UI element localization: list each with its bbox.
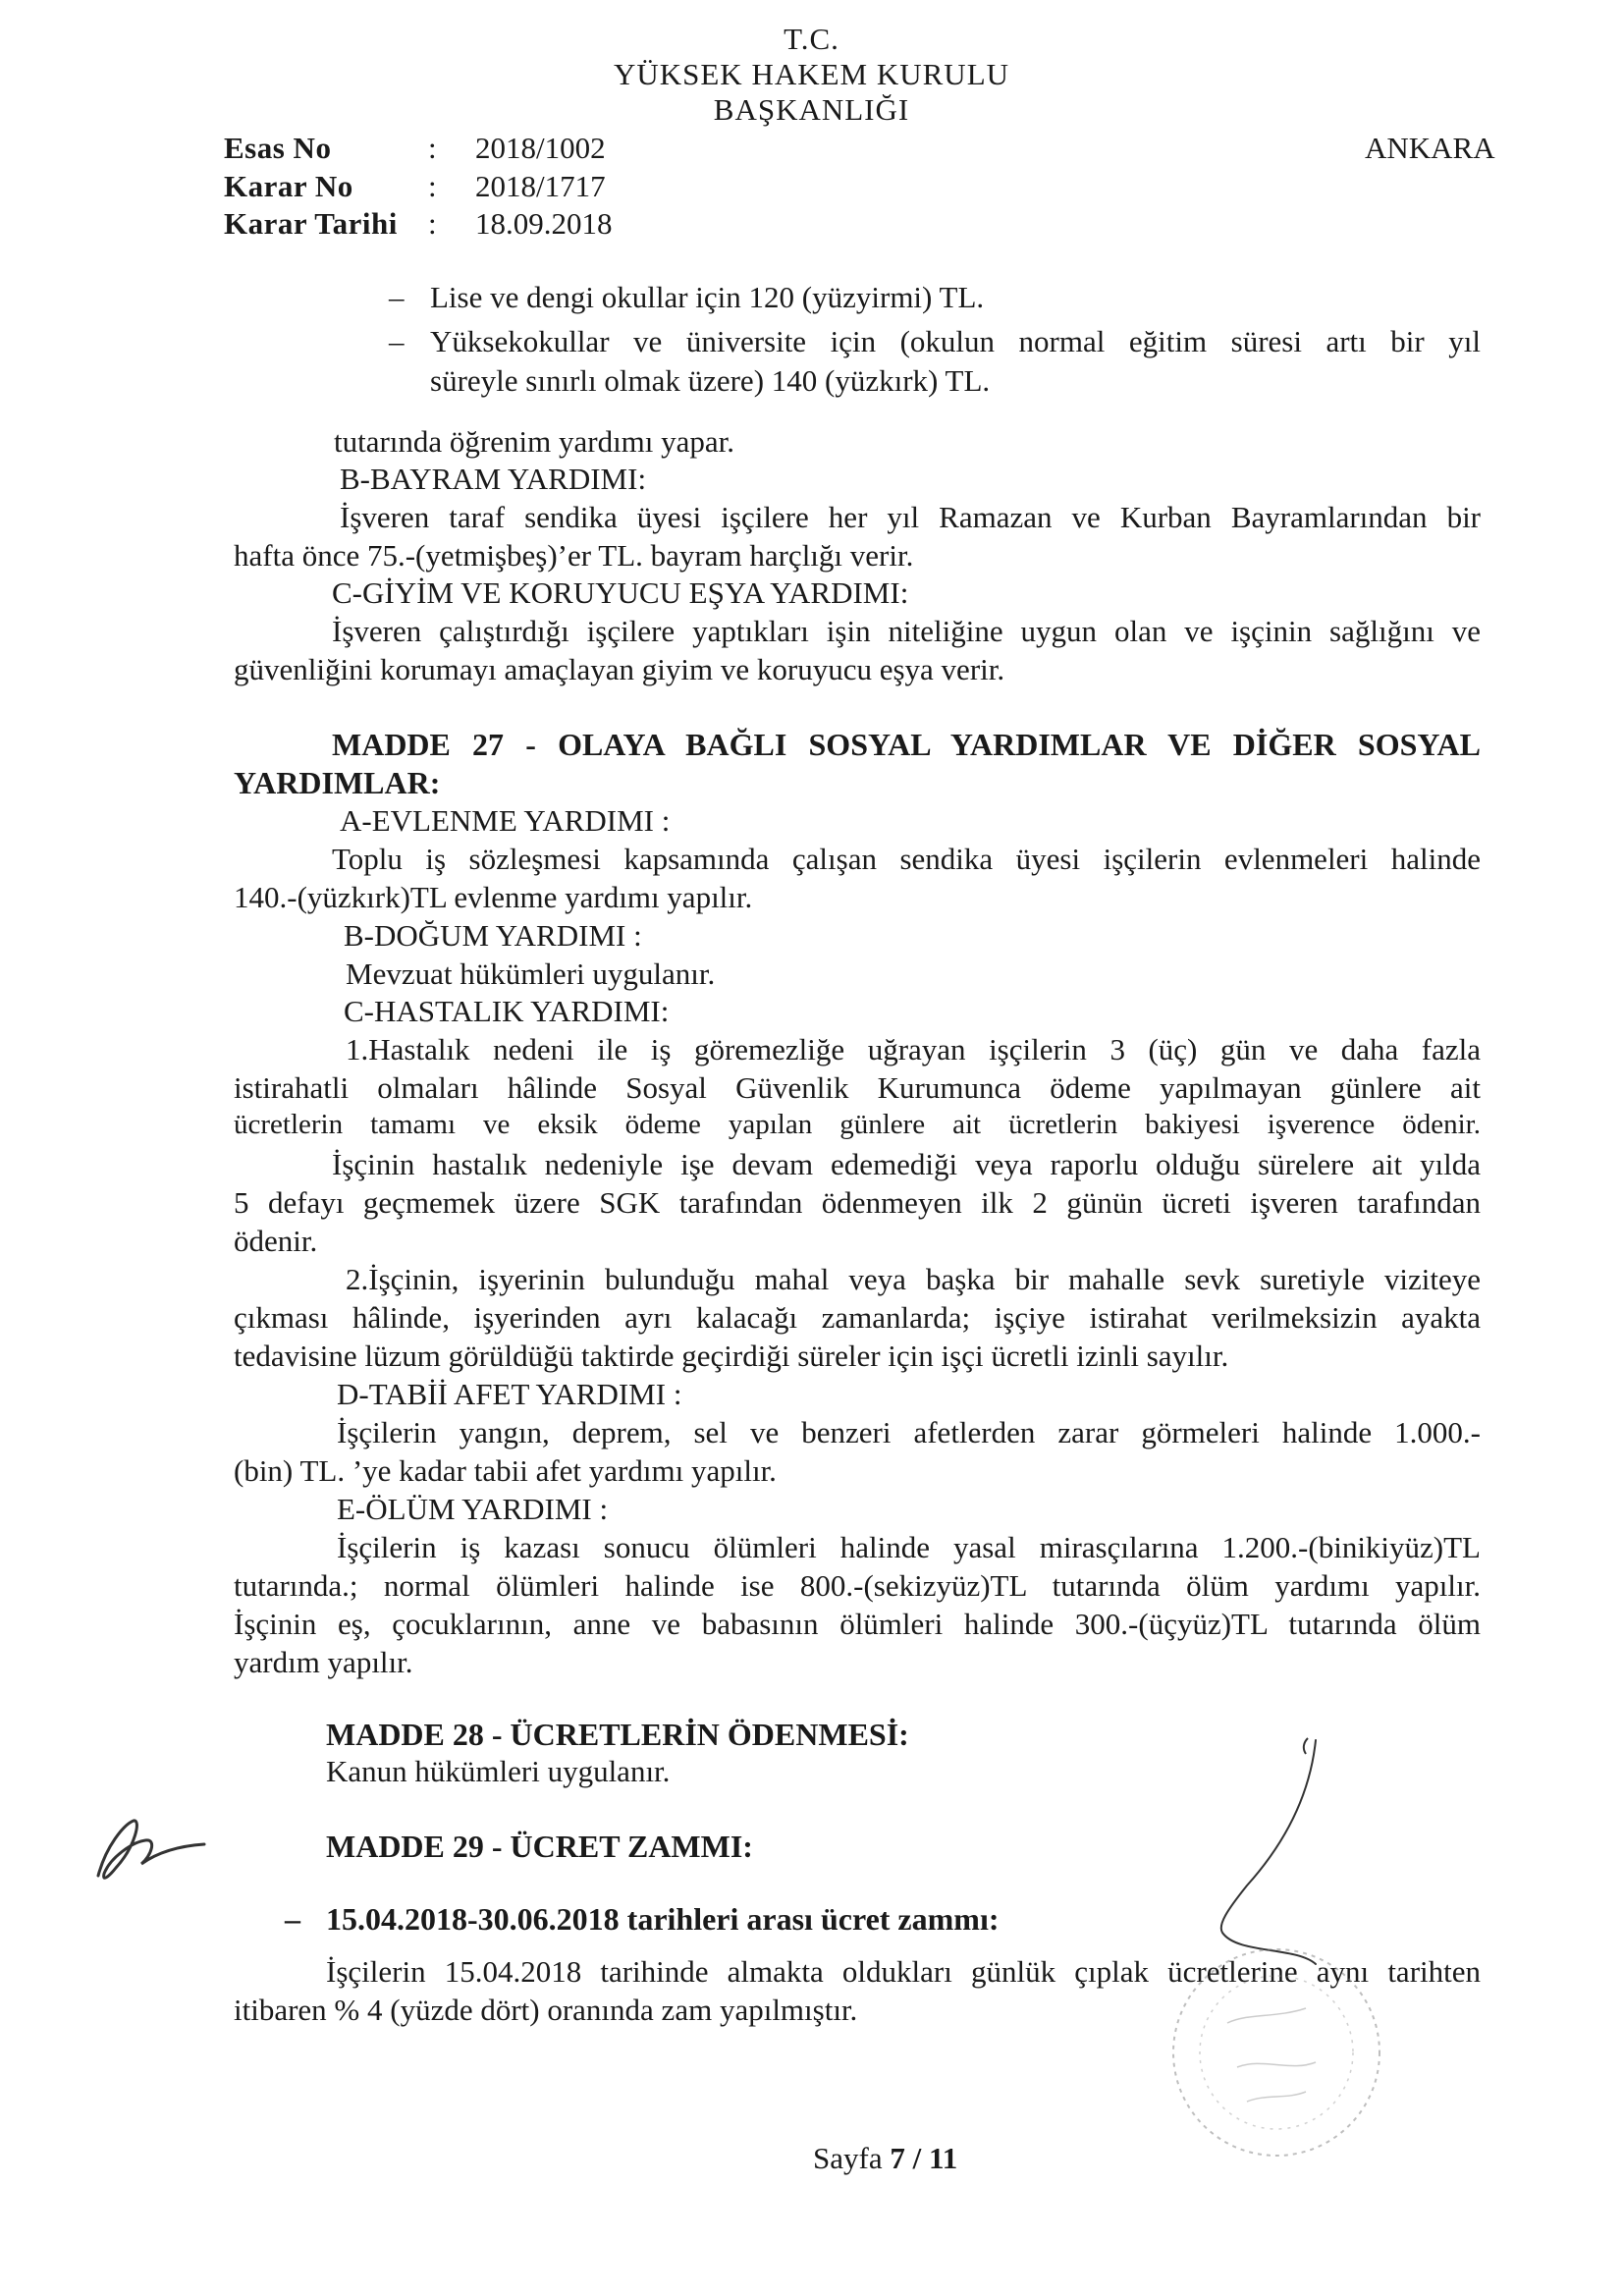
paragraph-zam-line2: itibaren % 4 (yüzde dört) oranında zam yapılmıştır. <box>234 1993 858 2027</box>
paragraph-olum-line1: İşçilerin iş kazası sonucu ölümleri halinde yasal mirasçılarına 1.200.-(binikiyüz)TL <box>337 1530 1481 1564</box>
header-tc: T.C. <box>784 22 839 56</box>
karar-tarihi-sep: : <box>428 206 437 241</box>
paragraph-olum-line3: İşçinin eş, çocuklarının, anne ve babasının ölümleri halinde 300.-(üçyüz)TL tutarında ölüm <box>234 1607 1481 1641</box>
karar-no-value: 2018/1717 <box>475 169 606 203</box>
signature-and-seal <box>1119 1728 1394 2180</box>
paragraph-afet-line2: (bin) TL. ’ye kadar tabii afet yardımı yapılır. <box>234 1453 777 1488</box>
heading-bayram: B-BAYRAM YARDIMI: <box>340 462 647 496</box>
article-27-title-line1: MADDE 27 - OLAYA BAĞLI SOSYAL YARDIMLAR VE DİĞER SOSYAL <box>332 727 1481 762</box>
header-city: ANKARA <box>1365 131 1495 165</box>
article-27-title-line2: YARDIMLAR: <box>234 765 441 800</box>
heading-hastalik: C-HASTALIK YARDIMI: <box>344 994 670 1028</box>
paragraph-bayram-line2: hafta önce 75.-(yetmişbeş)’er TL. bayram harçlığı verir. <box>234 538 914 573</box>
paragraph-evlenme-line2: 140.-(yüzkırk)TL evlenme yardımı yapılır. <box>234 880 753 914</box>
page-current: 7 <box>890 2141 905 2175</box>
heading-afet: D-TABİİ AFET YARDIMI : <box>337 1377 682 1411</box>
karar-no-label: Karar No <box>224 169 353 203</box>
paragraph-evlenme-line1: Toplu iş sözleşmesi kapsamında çalışan sendika üyesi işçilerin evlenmeleri halinde <box>332 842 1481 876</box>
bullet-yuksekokul-line2: süreyle sınırlı olmak üzere) 140 (yüzkırk) TL. <box>430 363 991 398</box>
page-separator: / <box>912 2141 922 2175</box>
esas-no-value: 2018/1002 <box>475 131 606 165</box>
heading-giyim: C-GİYİM VE KORUYUCU EŞYA YARDIMI: <box>332 575 909 610</box>
paragraph-hastalik1-line2: istirahatli olmaları hâlinde Sosyal Güvenlik Kurumunca ödeme yapılmayan günlere ait <box>234 1070 1481 1105</box>
paragraph-hastalik1b-line3: ödenir. <box>234 1224 318 1258</box>
raise-period-title: – 15.04.2018-30.06.2018 tarihleri arası ücret zammı: <box>326 1901 999 1938</box>
article-28-title: MADDE 28 - ÜCRETLERİN ÖDENMESİ: <box>326 1717 909 1752</box>
page-number <box>813 2141 957 2176</box>
paragraph-giyim-line2: güvenliğini korumayı amaçlayan giyim ve koruyucu eşya verir. <box>234 652 1005 686</box>
bullet-yuksekokul-line1: – Yüksekokullar ve üniversite için (okulun normal eğitim süresi artı bir yıl <box>430 324 1481 359</box>
karar-tarihi-label: Karar Tarihi <box>224 206 398 241</box>
handwritten-initials-signature <box>86 1807 214 1895</box>
heading-evlenme: A-EVLENME YARDIMI : <box>340 803 671 838</box>
paragraph-olum-line4: yardım yapılır. <box>234 1645 413 1679</box>
karar-no-sep: : <box>428 169 437 203</box>
header-institution: YÜKSEK HAKEM KURULU <box>613 57 1010 91</box>
esas-no-label: Esas No <box>224 131 332 165</box>
paragraph-ogrenim: tutarında öğrenim yardımı yapar. <box>334 424 735 459</box>
paragraph-hastalik1b-line2: 5 defayı geçmemek üzere SGK tarafından ödenmeyen ilk 2 günün ücreti işveren tarafından <box>234 1185 1481 1220</box>
paragraph-hastalik1b-line1: İşçinin hastalık nedeniyle işe devam edemediği veya raporlu olduğu sürelere ait yılda <box>332 1147 1481 1181</box>
bullet-lise: – Lise ve dengi okullar için 120 (yüzyirmi) TL. <box>430 280 984 315</box>
article-29-title: MADDE 29 - ÜCRET ZAMMI: <box>326 1829 753 1864</box>
article-28-body: Kanun hükümleri uygulanır. <box>326 1754 671 1788</box>
heading-olum: E-ÖLÜM YARDIMI : <box>337 1492 609 1526</box>
page-label: Sayfa <box>813 2141 883 2175</box>
heading-dogum: B-DOĞUM YARDIMI : <box>344 918 642 953</box>
esas-no-sep: : <box>428 131 437 165</box>
paragraph-giyim-line1: İşveren çalıştırdığı işçilere yaptıkları işin niteliğine uygun olan ve işçinin sağlığını ve <box>332 614 1481 648</box>
paragraph-hastalik1-line3: ücretlerin tamamı ve eksik ödeme yapılan günlere ait ücretlerin bakiyesi işverence ödenir. <box>234 1109 1481 1140</box>
paragraph-afet-line1: İşçilerin yangın, deprem, sel ve benzeri afetlerden zarar görmeleri halinde 1.000.- <box>337 1415 1481 1449</box>
paragraph-zam-line1: İşçilerin 15.04.2018 tarihinde almakta oldukları günlük çıplak ücretlerine aynı tarihten <box>326 1954 1481 1989</box>
paragraph-hastalik1-line1: 1.Hastalık nedeni ile iş göremezliğe uğrayan işçilerin 3 (üç) gün ve daha fazla <box>346 1032 1481 1066</box>
page-total: 11 <box>928 2141 958 2175</box>
paragraph-olum-line2: tutarında.; normal ölümleri halinde ise 800.-(sekizyüz)TL tutarında ölüm yardımı yapılır. <box>234 1568 1481 1603</box>
paragraph-hastalik2-line2: çıkması hâlinde, işyerinden ayrı kalacağı zamanlarda; işçiye istirahat verilmeksizin ayakta <box>234 1300 1481 1335</box>
paragraph-hastalik2-line1: 2.İşçinin, işyerinin bulunduğu mahal veya başka bir mahalle sevk suretiyle viziteye <box>346 1262 1481 1296</box>
paragraph-hastalik2-line3: tedavisine lüzum görüldüğü taktirde geçirdiği süreler için işçi ücretli izinli sayılır. <box>234 1339 1229 1373</box>
paragraph-dogum: Mevzuat hükümleri uygulanır. <box>346 957 716 991</box>
header-department: BAŞKANLIĞI <box>713 92 910 127</box>
karar-tarihi-value: 18.09.2018 <box>475 206 613 241</box>
paragraph-bayram-line1: İşveren taraf sendika üyesi işçilere her yıl Ramazan ve Kurban Bayramlarından bir <box>340 500 1481 534</box>
